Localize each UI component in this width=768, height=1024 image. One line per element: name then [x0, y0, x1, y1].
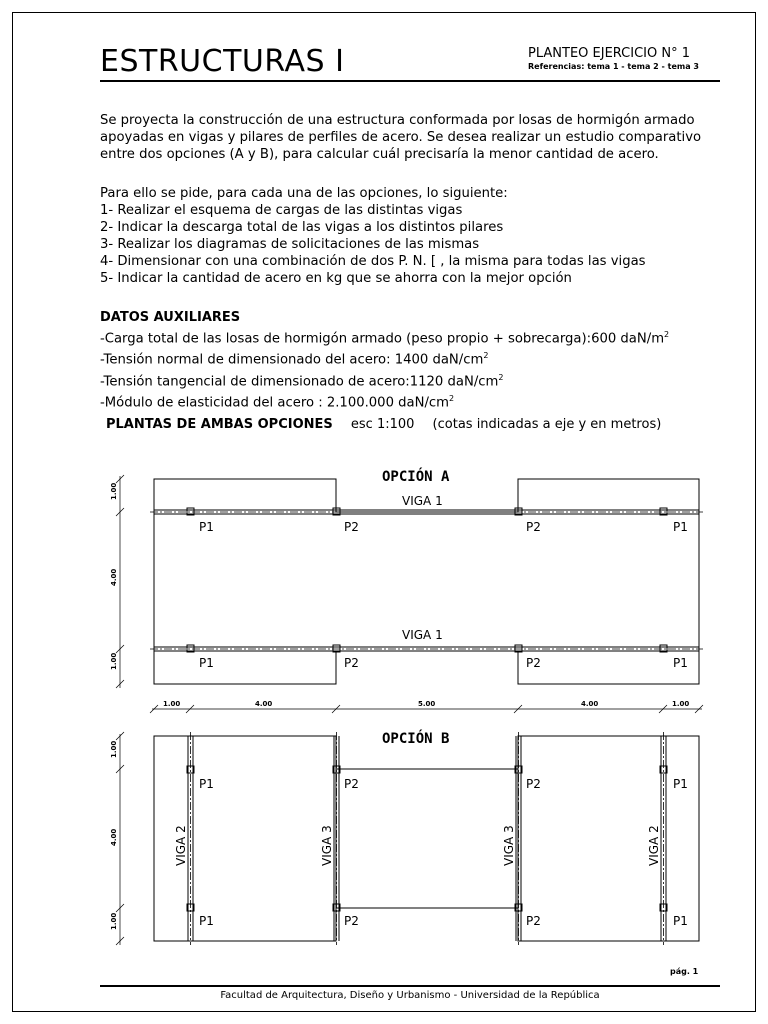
- dimension-label: 1.00: [110, 740, 118, 758]
- beam-label: VIGA 2: [647, 825, 661, 866]
- references: Referencias: tema 1 - tema 2 - tema 3: [528, 62, 699, 71]
- pillar-label: P2: [526, 914, 541, 928]
- option-a-bottom-beam: [150, 647, 703, 651]
- pillar-label: P1: [199, 777, 214, 791]
- pillar-label: P2: [344, 914, 359, 928]
- task-item: 2- Indicar la descarga total de las vigas a los distintos pilares: [100, 220, 504, 235]
- task-item: 3- Realizar los diagramas de solicitaciones de las mismas: [100, 237, 480, 252]
- task-item: 4- Dimensionar con una combinación de dos P. N. [ , la misma para todas las vigas: [100, 254, 646, 269]
- beam-label: VIGA 2: [174, 825, 188, 866]
- pillar-label: P1: [199, 656, 214, 670]
- dimension-label: 1.00: [163, 700, 181, 708]
- dimension-label: 4.00: [581, 700, 599, 708]
- pillar-label: P1: [673, 777, 688, 791]
- pillar-label: P2: [344, 777, 359, 791]
- auxiliary-heading: DATOS AUXILIARES: [100, 310, 241, 325]
- footer-rule: [100, 985, 720, 987]
- dimension-label: 4.00: [110, 568, 118, 586]
- auxiliary-item: -Módulo de elasticidad del acero : 2.100.000 daN/$cm^2$: [100, 394, 455, 411]
- exercise-number: PLANTEO EJERCICIO N° 1: [528, 46, 690, 61]
- dimension-label: 5.00: [418, 700, 436, 708]
- beam-label: VIGA 3: [502, 825, 516, 866]
- task-item: 1- Realizar el esquema de cargas de las distintas vigas: [100, 203, 463, 218]
- auxiliary-item: -Tensión tangencial de dimensionado de acero:1120 daN/$cm^2$: [100, 372, 504, 390]
- plans-scale: esc 1:100: [350, 417, 415, 432]
- dimension-label: 1.00: [110, 482, 118, 500]
- option-b-beam: [661, 732, 666, 945]
- auxiliary-item: -Tensión normal de dimensionado del acero: 1400 daN/$cm^2$: [100, 351, 489, 368]
- dimension-label: 4.00: [255, 700, 273, 708]
- option-a-title: OPCIÓN A: [382, 469, 450, 485]
- page-title: ESTRUCTURAS I: [100, 44, 345, 79]
- dimension-label: 4.00: [110, 828, 118, 846]
- option-a-top-beam: [150, 510, 703, 514]
- pillar-label: P2: [526, 520, 541, 534]
- pillar-label: P1: [673, 914, 688, 928]
- pillar-label: P2: [344, 656, 359, 670]
- dimension-label: 1.00: [110, 652, 118, 670]
- beam-label: VIGA 3: [320, 825, 334, 866]
- footer-institution: Facultad de Arquitectura, Diseño y Urbanismo - Universidad de la República: [220, 990, 600, 1001]
- pillar-label: P1: [673, 656, 688, 670]
- pillar-label: P2: [526, 656, 541, 670]
- option-a-beam-label-bottom: VIGA 1: [402, 628, 443, 642]
- option-b-beam: [188, 732, 193, 945]
- dimension-label: 1.00: [672, 700, 690, 708]
- pillar-label: P1: [199, 914, 214, 928]
- task-item: 5- Indicar la cantidad de acero en kg que se ahorra con la mejor opción: [100, 271, 572, 286]
- pillar-label: P2: [344, 520, 359, 534]
- intro-line: apoyadas en vigas y pilares de perfiles de acero. Se desea realizar un estudio comparativo: [100, 130, 702, 145]
- auxiliary-item: -Carga total de las losas de hormigón armado (peso propio + sobrecarga):600 daN/$m^2$: [100, 330, 670, 347]
- option-a-beam-label-top: VIGA 1: [402, 494, 443, 508]
- tasks-intro: Para ello se pide, para cada una de las opciones, lo siguiente:: [100, 186, 508, 201]
- plans-note: (cotas indicadas a eje y en metros): [432, 417, 662, 432]
- intro-line: entre dos opciones (A y B), para calcular cuál precisaría la menor cantidad de acero.: [100, 147, 659, 162]
- option-b-outline: [154, 736, 699, 941]
- plans-title: PLANTAS DE AMBAS OPCIONES: [106, 417, 333, 432]
- page-number: pág. 1: [670, 967, 699, 976]
- option-b-title: OPCIÓN B: [382, 731, 450, 747]
- intro-line: Se proyecta la construcción de una estructura conformada por losas de hormigón armado: [100, 113, 695, 128]
- pillar-label: P2: [526, 777, 541, 791]
- pillar-label: P1: [673, 520, 688, 534]
- pillar-label: P1: [199, 520, 214, 534]
- dimension-label: 1.00: [110, 912, 118, 930]
